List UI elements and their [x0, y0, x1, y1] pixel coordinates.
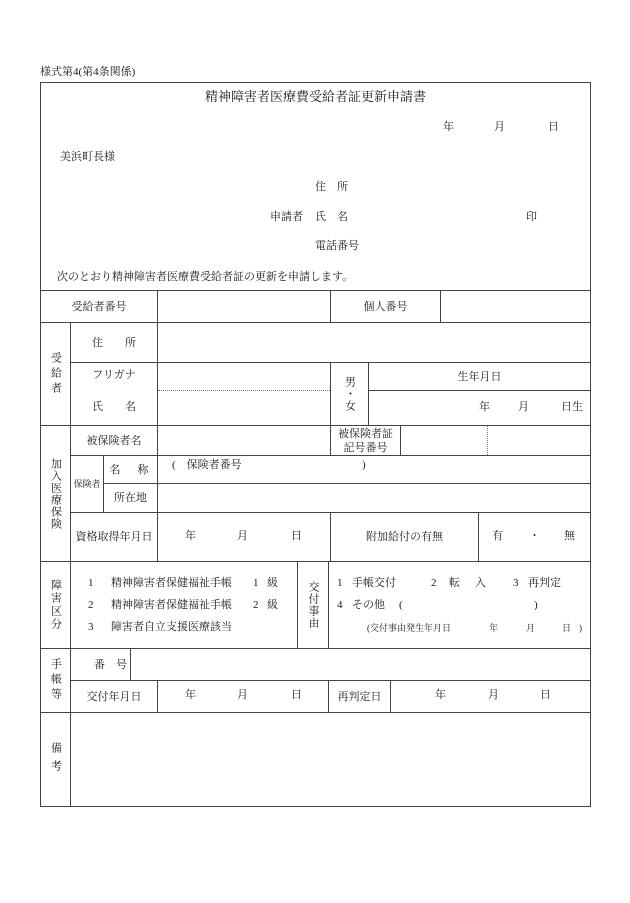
- form-number: 様式第4(第4条関係): [40, 66, 136, 78]
- occurrence-year-label: 年: [489, 623, 499, 633]
- recipient-section-cell: [40, 322, 71, 426]
- insurer-label: 保険者: [73, 479, 101, 489]
- occurrence-day-label: 日: [562, 623, 572, 633]
- date-month-label: 月: [494, 121, 505, 133]
- acquisition-date-field: [157, 512, 331, 562]
- occurrence-date-label: (交付事由発生年月日: [367, 623, 451, 633]
- recipient-furigana-label: フリガナ: [92, 369, 136, 381]
- reason-3-text: 再判定: [528, 577, 561, 589]
- disability-option-1-num: 1: [88, 577, 94, 589]
- disability-option-2-text: 精神障害者保健福祉手帳: [111, 599, 232, 611]
- card-number-field: [400, 425, 591, 456]
- remarks-field: [70, 712, 591, 807]
- reason-2-num: 2: [431, 577, 437, 589]
- applicant-phone-label: 電話番号: [315, 240, 359, 252]
- issue-date-label-cell: [70, 680, 158, 713]
- disability-option-2-grade: 2: [253, 599, 259, 611]
- date-day-label: 日: [548, 121, 559, 133]
- disability-option-2-unit: 級: [267, 599, 278, 611]
- insurer-number-open: ( 保険者番号: [172, 459, 242, 471]
- reassessment-label: 再判定日: [337, 690, 382, 703]
- benefit-option-separator: ・: [529, 530, 540, 542]
- insured-name-field: [157, 425, 331, 456]
- additional-benefit-label-cell: [330, 512, 479, 562]
- reason-1-text: 手帳交付: [352, 577, 396, 589]
- reason-2-text: 転 入: [449, 577, 488, 589]
- benefit-yes-option: 有: [492, 530, 503, 542]
- insurer-address-field: [157, 483, 591, 513]
- issue-date-label: 交付年月日: [86, 690, 142, 703]
- recipient-number-label: 受給者番号: [71, 300, 127, 313]
- disability-options-cell: [70, 561, 298, 649]
- insurer-number-close: ): [362, 459, 366, 471]
- card-number-label-cell: [330, 425, 401, 456]
- additional-benefit-options: [478, 512, 591, 562]
- recipient-number-field: [157, 290, 331, 323]
- issue-reason-options-cell: [328, 561, 591, 649]
- handbook-section-label: 手帳等: [49, 658, 62, 703]
- insurer-name-label-cell: [103, 455, 158, 484]
- insured-name-label: 被保険者名: [86, 434, 142, 447]
- seal-mark: 印: [526, 211, 537, 223]
- applicant-role-label: 申請者: [270, 211, 303, 223]
- issue-month-label: 月: [237, 689, 248, 701]
- recipient-name-label: 氏 名: [92, 401, 136, 413]
- issue-day-label: 日: [291, 689, 302, 701]
- acquisition-year-label: 年: [185, 530, 196, 542]
- handbook-section-cell: [40, 648, 71, 713]
- personal-number-label: 個人番号: [363, 300, 408, 313]
- reason-1-num: 1: [337, 577, 343, 589]
- disability-option-3-num: 3: [88, 621, 94, 633]
- recipient-address-label: 住 所: [92, 336, 136, 349]
- reason-4-close: ): [534, 599, 538, 611]
- remarks-label-cell: [40, 712, 71, 807]
- handbook-number-label-cell: [70, 648, 131, 681]
- recipient-section-label: 受給者: [49, 351, 62, 397]
- recipient-address-field: [157, 322, 591, 363]
- personal-number-field: [440, 290, 591, 323]
- insurer-address-label: 所在地: [114, 492, 147, 504]
- birthdate-label-cell: [368, 362, 591, 391]
- reassessment-date-field: [390, 680, 591, 713]
- birthdate-label: 生年月日: [457, 370, 502, 383]
- handbook-number-label: 番 号: [94, 658, 127, 671]
- disability-option-1-text: 精神障害者保健福祉手帳: [111, 577, 232, 589]
- insurance-section-cell: [40, 425, 71, 562]
- disability-section-label: 障害区分: [49, 579, 62, 631]
- insurance-section-label: 加入医療保険: [49, 457, 62, 530]
- application-statement: 次のとおり精神障害者医療費受給者証の更新を申請します。: [57, 271, 354, 283]
- reassessment-year-label: 年: [435, 689, 446, 701]
- reason-4-open: (: [399, 599, 403, 611]
- recipient-address-label-cell: [70, 322, 158, 363]
- birthdate-month-label: 月: [518, 401, 529, 413]
- insurer-name-label: 名 称: [109, 463, 152, 476]
- reassessment-month-label: 月: [488, 689, 499, 701]
- birthdate-year-label: 年: [479, 401, 490, 413]
- insurer-address-label-cell: [103, 483, 158, 513]
- card-number-divider: [487, 426, 488, 455]
- reason-4-num: 4: [337, 599, 343, 611]
- insurer-name-field: [157, 455, 591, 484]
- acquisition-date-label-cell: [70, 512, 158, 562]
- occurrence-month-label: 月: [526, 623, 536, 633]
- remarks-label: 備考: [49, 741, 62, 778]
- reassessment-day-label: 日: [540, 689, 551, 701]
- recipient-name-label-cell: [70, 362, 158, 426]
- additional-benefit-label: 附加給付の有無: [366, 531, 443, 543]
- recipient-name-field: [157, 362, 331, 426]
- occurrence-close: ): [579, 623, 582, 633]
- disability-option-1-unit: 級: [267, 577, 278, 589]
- insurer-label-cell: [70, 455, 104, 513]
- disability-option-1-grade: 1: [253, 577, 259, 589]
- sex-cell: [330, 362, 369, 426]
- acquisition-day-label: 日: [291, 530, 302, 542]
- reassessment-label-cell: [328, 680, 391, 713]
- applicant-name-label: 氏 名: [315, 211, 348, 223]
- birthdate-day-label: 日生: [561, 401, 583, 413]
- date-year-label: 年: [443, 121, 454, 133]
- birthdate-field: [368, 390, 591, 426]
- recipient-number-label-cell: [40, 290, 158, 323]
- benefit-no-option: 無: [564, 530, 575, 542]
- disability-section-cell: [40, 561, 71, 649]
- handbook-number-field: [130, 648, 591, 681]
- issue-reason-label-cell: [297, 561, 329, 649]
- disability-option-3-text: 障害者自立支援医療該当: [111, 621, 232, 633]
- reason-3-num: 3: [513, 577, 519, 589]
- addressee: 美浜町長様: [60, 151, 115, 163]
- sex-label: 男・女: [343, 376, 356, 412]
- application-header-box: [40, 82, 591, 291]
- card-number-label-line1: 被保険者証: [338, 427, 393, 440]
- issue-reason-label: 交付事由: [307, 581, 319, 629]
- disability-option-2-num: 2: [88, 599, 94, 611]
- personal-number-label-cell: [330, 290, 441, 323]
- issue-year-label: 年: [185, 689, 196, 701]
- acquisition-date-label: 資格取得年月日: [75, 531, 153, 543]
- reason-4-text: その他: [352, 599, 385, 611]
- card-number-label-line2: 記号番号: [343, 441, 388, 454]
- acquisition-month-label: 月: [237, 530, 248, 542]
- issue-date-field: [157, 680, 329, 713]
- form-title: 精神障害者医療費受給者証更新申請書: [204, 89, 426, 104]
- insured-name-label-cell: [70, 425, 158, 456]
- furigana-divider: [158, 390, 330, 391]
- applicant-address-label: 住 所: [315, 181, 348, 193]
